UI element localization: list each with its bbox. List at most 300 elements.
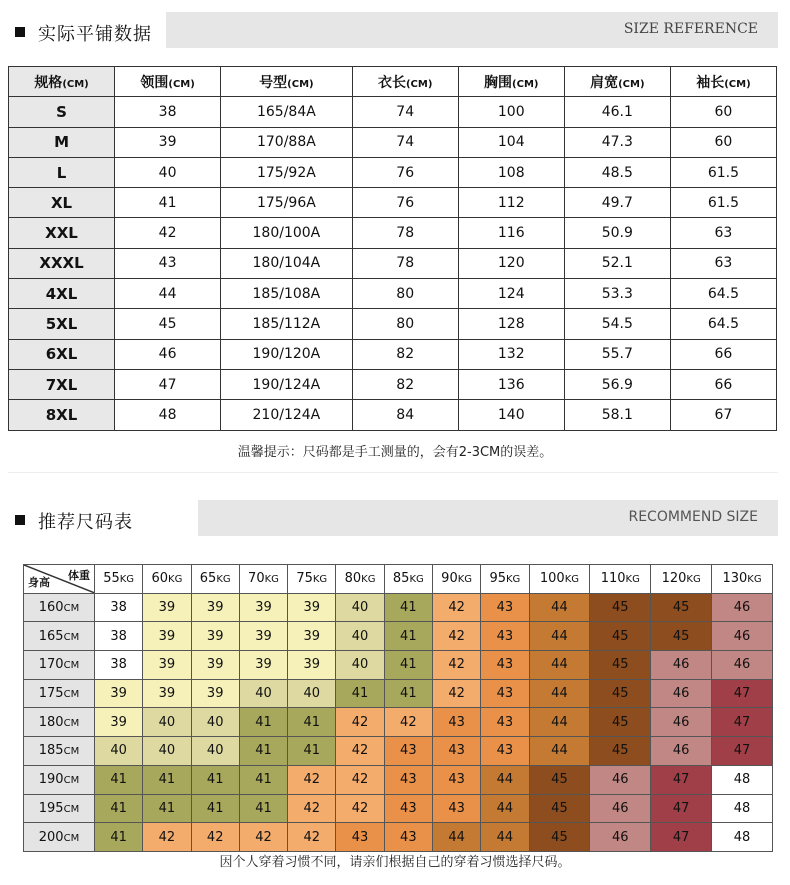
size-cell: 42 [432, 651, 480, 680]
section-title: 实际平铺数据 [38, 24, 152, 45]
size-cell: 44 [432, 823, 480, 852]
recommend-size-table [23, 564, 773, 852]
height-value: 185 [38, 743, 64, 759]
size-cell: 45 [590, 651, 651, 680]
size-cell: 43 [481, 622, 529, 651]
table-cell: 74 [352, 97, 458, 127]
size-cell: 42 [432, 593, 480, 622]
column-header [115, 67, 221, 97]
size-cell: 42 [288, 765, 336, 794]
column-header [564, 67, 670, 97]
table-row [24, 765, 773, 794]
table-cell: 74 [352, 127, 458, 157]
table-row [9, 218, 777, 248]
weight-value: 85 [392, 571, 410, 587]
table-cell: 80 [352, 309, 458, 339]
table-cell: 210/124A [221, 400, 353, 430]
size-cell: 40 [239, 679, 287, 708]
column-header [670, 67, 776, 97]
table-cell: 128 [458, 309, 564, 339]
size-cell: 43 [432, 708, 480, 737]
height-cell [24, 708, 95, 737]
weight-value: 70 [248, 571, 265, 587]
size-cell: 43 [384, 737, 432, 766]
table-cell: 40 [115, 157, 221, 187]
size-cell: 39 [95, 679, 143, 708]
table-row [9, 188, 777, 218]
weight-unit: KG [119, 574, 135, 586]
size-cell: 41 [384, 622, 432, 651]
size-cell: 46 [712, 622, 773, 651]
size-cell: 41 [336, 679, 384, 708]
table-cell: 132 [458, 339, 564, 369]
table-cell: 165/84A [221, 97, 353, 127]
size-label-cell: 4XL [9, 279, 115, 309]
size-cell: 48 [712, 823, 773, 852]
size-label-cell: 6XL [9, 339, 115, 369]
size-cell: 47 [712, 708, 773, 737]
table-cell: 49.7 [564, 188, 670, 218]
weight-value: 120 [661, 571, 687, 587]
table-cell: 140 [458, 400, 564, 430]
size-cell: 41 [288, 737, 336, 766]
height-value: 180 [38, 714, 64, 730]
size-cell: 45 [651, 622, 712, 651]
table-row [9, 157, 777, 187]
size-cell: 42 [191, 823, 239, 852]
table-cell: 67 [670, 400, 776, 430]
size-cell: 42 [336, 708, 384, 737]
weight-unit: KG [457, 574, 473, 586]
size-cell: 43 [432, 737, 480, 766]
size-cell: 45 [529, 823, 590, 852]
table-row [9, 127, 777, 157]
size-cell: 46 [651, 651, 712, 680]
weight-header [239, 565, 287, 594]
table-header-row [24, 565, 773, 594]
size-label-cell: 5XL [9, 309, 115, 339]
size-reference-table [8, 66, 777, 431]
table-cell: 54.5 [564, 309, 670, 339]
table-cell: 175/92A [221, 157, 353, 187]
size-cell: 39 [239, 593, 287, 622]
size-cell: 43 [481, 651, 529, 680]
header-bar [198, 500, 778, 536]
height-value: 190 [38, 772, 64, 788]
weight-header [95, 565, 143, 594]
size-cell: 41 [239, 794, 287, 823]
size-cell: 43 [481, 737, 529, 766]
table-cell: 63 [670, 218, 776, 248]
size-cell: 43 [481, 708, 529, 737]
size-cell: 39 [143, 679, 191, 708]
height-value: 195 [38, 800, 64, 816]
size-cell: 39 [143, 651, 191, 680]
size-cell: 44 [481, 823, 529, 852]
table-cell: 136 [458, 369, 564, 399]
weight-value: 90 [441, 571, 458, 587]
table-header-row [9, 67, 777, 97]
size-cell: 42 [143, 823, 191, 852]
height-cell [24, 823, 95, 852]
recommend-size-header [0, 500, 790, 540]
measurement-note: 温馨提示：尺码都是手工测量的，会有2-3CM的误差。 [237, 445, 553, 460]
size-label-cell: XL [9, 188, 115, 218]
size-cell: 39 [191, 679, 239, 708]
table-row [24, 593, 773, 622]
size-cell: 42 [336, 794, 384, 823]
weight-unit: KG [506, 574, 521, 586]
weight-header [529, 565, 590, 594]
height-unit: CM [63, 603, 80, 615]
height-value: 170 [38, 657, 64, 673]
weight-header [336, 565, 384, 594]
section-subtitle: RECOMMEND SIZE [628, 509, 758, 525]
column-header-unit: (CM) [618, 78, 645, 90]
table-cell: 61.5 [670, 157, 776, 187]
size-cell: 39 [288, 622, 336, 651]
height-unit: CM [63, 775, 80, 787]
size-cell: 41 [384, 679, 432, 708]
table-cell: 124 [458, 279, 564, 309]
height-cell [24, 679, 95, 708]
size-cell: 41 [95, 765, 143, 794]
size-cell: 42 [288, 794, 336, 823]
table-cell: 80 [352, 279, 458, 309]
size-cell: 42 [239, 823, 287, 852]
table-cell: 60 [670, 97, 776, 127]
size-cell: 40 [95, 737, 143, 766]
size-cell: 42 [432, 622, 480, 651]
table-cell: 116 [458, 218, 564, 248]
size-cell: 45 [651, 593, 712, 622]
table-cell: 104 [458, 127, 564, 157]
size-cell: 44 [529, 708, 590, 737]
table-cell: 52.1 [564, 248, 670, 278]
table-cell: 185/112A [221, 309, 353, 339]
table-cell: 100 [458, 97, 564, 127]
table-row [24, 794, 773, 823]
size-cell: 40 [336, 622, 384, 651]
header-bar [166, 12, 778, 48]
size-cell: 45 [590, 593, 651, 622]
weight-value: 110 [600, 571, 626, 587]
table-cell: 120 [458, 248, 564, 278]
size-cell: 40 [191, 708, 239, 737]
size-cell: 40 [191, 737, 239, 766]
table-cell: 48 [115, 400, 221, 430]
weight-unit: KG [409, 574, 424, 586]
size-cell: 42 [288, 823, 336, 852]
height-value: 160 [38, 600, 64, 616]
table-cell: 78 [352, 218, 458, 248]
height-value: 165 [38, 628, 64, 644]
column-header [221, 67, 353, 97]
size-cell: 40 [336, 651, 384, 680]
height-value: 175 [38, 686, 64, 702]
size-cell: 41 [239, 708, 287, 737]
size-cell: 45 [590, 622, 651, 651]
size-cell: 41 [143, 765, 191, 794]
column-header-label: 规格 [34, 74, 63, 91]
weight-unit: KG [625, 574, 640, 586]
weight-unit: KG [264, 574, 279, 586]
size-cell: 43 [481, 679, 529, 708]
table-cell: 60 [670, 127, 776, 157]
height-value: 200 [38, 829, 64, 845]
size-cell: 48 [712, 794, 773, 823]
size-cell: 46 [651, 708, 712, 737]
table-cell: 42 [115, 218, 221, 248]
table-cell: 66 [670, 369, 776, 399]
size-cell: 41 [288, 708, 336, 737]
height-unit: CM [63, 717, 80, 729]
weight-header [384, 565, 432, 594]
weight-value: 60 [151, 571, 169, 587]
table-row [24, 651, 773, 680]
size-cell: 44 [481, 794, 529, 823]
corner-header-cell [24, 565, 95, 594]
column-header-label: 衣长 [377, 74, 406, 91]
table-cell: 180/100A [221, 218, 353, 248]
size-cell: 41 [143, 794, 191, 823]
size-cell: 48 [712, 765, 773, 794]
size-cell: 46 [712, 651, 773, 680]
size-cell: 39 [191, 593, 239, 622]
size-cell: 42 [432, 679, 480, 708]
table-cell: 84 [352, 400, 458, 430]
column-header-label: 领围 [140, 74, 169, 91]
size-cell: 39 [288, 593, 336, 622]
weight-unit: KG [361, 574, 376, 586]
table-cell: 58.1 [564, 400, 670, 430]
size-cell: 40 [336, 593, 384, 622]
height-unit: CM [63, 660, 80, 672]
size-cell: 38 [95, 651, 143, 680]
size-cell: 40 [143, 737, 191, 766]
column-header-unit: (CM) [512, 78, 539, 90]
size-cell: 39 [95, 708, 143, 737]
recommend-note: 因个人穿着习惯不同，请亲们根据自己的穿着习惯选择尺码。 [219, 855, 571, 870]
corner-height-label: 身高 [28, 575, 50, 589]
table-row [24, 823, 773, 852]
table-cell: 38 [115, 97, 221, 127]
size-label-cell: 8XL [9, 400, 115, 430]
size-cell: 43 [384, 794, 432, 823]
size-cell: 43 [384, 765, 432, 794]
divider [8, 472, 778, 473]
size-cell: 45 [590, 679, 651, 708]
table-cell: 50.9 [564, 218, 670, 248]
table-cell: 170/88A [221, 127, 353, 157]
table-cell: 64.5 [670, 279, 776, 309]
weight-header [288, 565, 336, 594]
table-cell: 66 [670, 339, 776, 369]
size-cell: 43 [336, 823, 384, 852]
column-header-unit: (CM) [168, 78, 195, 90]
weight-header [651, 565, 712, 594]
size-cell: 41 [95, 794, 143, 823]
column-header-unit: (CM) [405, 78, 433, 90]
height-unit: CM [63, 689, 80, 701]
size-label-cell: XXL [9, 218, 115, 248]
table-cell: 180/104A [221, 248, 353, 278]
weight-value: 55 [103, 571, 120, 587]
table-cell: 56.9 [564, 369, 670, 399]
size-cell: 45 [529, 765, 590, 794]
table-cell: 76 [352, 157, 458, 187]
section-subtitle: SIZE REFERENCE [623, 21, 758, 37]
size-cell: 46 [590, 794, 651, 823]
size-cell: 41 [239, 737, 287, 766]
size-cell: 38 [95, 622, 143, 651]
table-cell: 76 [352, 188, 458, 218]
size-cell: 46 [651, 679, 712, 708]
size-cell: 47 [651, 823, 712, 852]
size-cell: 44 [529, 593, 590, 622]
size-cell: 43 [432, 794, 480, 823]
size-cell: 43 [481, 593, 529, 622]
size-label-cell: M [9, 127, 115, 157]
table-cell: 185/108A [221, 279, 353, 309]
table-cell: 108 [458, 157, 564, 187]
size-cell: 39 [239, 622, 287, 651]
weight-header [143, 565, 191, 594]
size-cell: 46 [590, 765, 651, 794]
size-cell: 41 [384, 593, 432, 622]
table-cell: 64.5 [670, 309, 776, 339]
weight-header [590, 565, 651, 594]
table-cell: 112 [458, 188, 564, 218]
size-cell: 45 [590, 737, 651, 766]
column-header-label: 号型 [259, 74, 288, 91]
weight-header [191, 565, 239, 594]
height-cell [24, 622, 95, 651]
size-cell: 46 [712, 593, 773, 622]
table-row [9, 248, 777, 278]
table-cell: 46.1 [564, 97, 670, 127]
size-cell: 46 [651, 737, 712, 766]
size-label-cell: L [9, 157, 115, 187]
weight-header [432, 565, 480, 594]
height-cell [24, 765, 95, 794]
size-cell: 47 [651, 765, 712, 794]
size-cell: 41 [191, 794, 239, 823]
column-header [458, 67, 564, 97]
column-header-label: 肩宽 [590, 74, 619, 91]
size-cell: 41 [239, 765, 287, 794]
table-cell: 48.5 [564, 157, 670, 187]
column-header-unit: (CM) [62, 78, 89, 90]
height-unit: CM [63, 803, 80, 815]
size-cell: 41 [191, 765, 239, 794]
size-label-cell: S [9, 97, 115, 127]
table-cell: 39 [115, 127, 221, 157]
table-cell: 44 [115, 279, 221, 309]
weight-unit: KG [312, 574, 328, 586]
table-cell: 190/124A [221, 369, 353, 399]
table-row [9, 400, 777, 430]
table-cell: 41 [115, 188, 221, 218]
size-label-cell: 7XL [9, 369, 115, 399]
size-cell: 39 [239, 651, 287, 680]
size-cell: 44 [529, 737, 590, 766]
table-cell: 46 [115, 339, 221, 369]
size-cell: 45 [529, 794, 590, 823]
size-cell: 42 [384, 708, 432, 737]
size-label-cell: XXXL [9, 248, 115, 278]
table-cell: 45 [115, 309, 221, 339]
table-row [24, 737, 773, 766]
column-header-unit: (CM) [287, 78, 314, 90]
table-cell: 55.7 [564, 339, 670, 369]
column-header-unit: (CM) [724, 78, 751, 90]
table-cell: 175/96A [221, 188, 353, 218]
size-reference-header [0, 12, 790, 52]
height-cell [24, 737, 95, 766]
weight-unit: KG [216, 574, 231, 586]
size-cell: 43 [384, 823, 432, 852]
table-cell: 47 [115, 369, 221, 399]
size-cell: 44 [481, 765, 529, 794]
size-cell: 47 [651, 794, 712, 823]
height-cell [24, 651, 95, 680]
size-cell: 41 [384, 651, 432, 680]
height-cell [24, 794, 95, 823]
column-header [9, 67, 115, 97]
table-row [24, 679, 773, 708]
size-cell: 47 [712, 737, 773, 766]
table-cell: 61.5 [670, 188, 776, 218]
column-header [352, 67, 458, 97]
weight-header [481, 565, 529, 594]
size-cell: 39 [143, 622, 191, 651]
weight-unit: KG [747, 574, 762, 586]
square-bullet-icon [15, 515, 25, 525]
size-cell: 42 [336, 737, 384, 766]
table-row [9, 97, 777, 127]
section-title: 推荐尺码表 [38, 512, 133, 533]
table-cell: 82 [352, 369, 458, 399]
size-cell: 43 [432, 765, 480, 794]
weight-unit: KG [564, 574, 580, 586]
table-cell: 78 [352, 248, 458, 278]
column-header-label: 胸围 [484, 74, 513, 91]
size-cell: 39 [143, 593, 191, 622]
weight-value: 75 [296, 571, 313, 587]
size-cell: 40 [143, 708, 191, 737]
height-unit: CM [63, 832, 80, 844]
weight-unit: KG [168, 574, 183, 586]
square-bullet-icon [15, 27, 25, 37]
table-row [9, 279, 777, 309]
weight-unit: KG [686, 574, 701, 586]
size-cell: 47 [712, 679, 773, 708]
weight-value: 80 [344, 571, 362, 587]
weight-value: 130 [722, 571, 748, 587]
column-header-label: 袖长 [696, 74, 725, 91]
height-unit: CM [63, 631, 80, 643]
size-cell: 40 [288, 679, 336, 708]
table-cell: 47.3 [564, 127, 670, 157]
size-cell: 39 [191, 622, 239, 651]
height-unit: CM [63, 746, 80, 758]
weight-value: 100 [539, 571, 565, 587]
size-cell: 41 [95, 823, 143, 852]
weight-value: 65 [199, 571, 217, 587]
table-cell: 82 [352, 339, 458, 369]
table-row [9, 369, 777, 399]
